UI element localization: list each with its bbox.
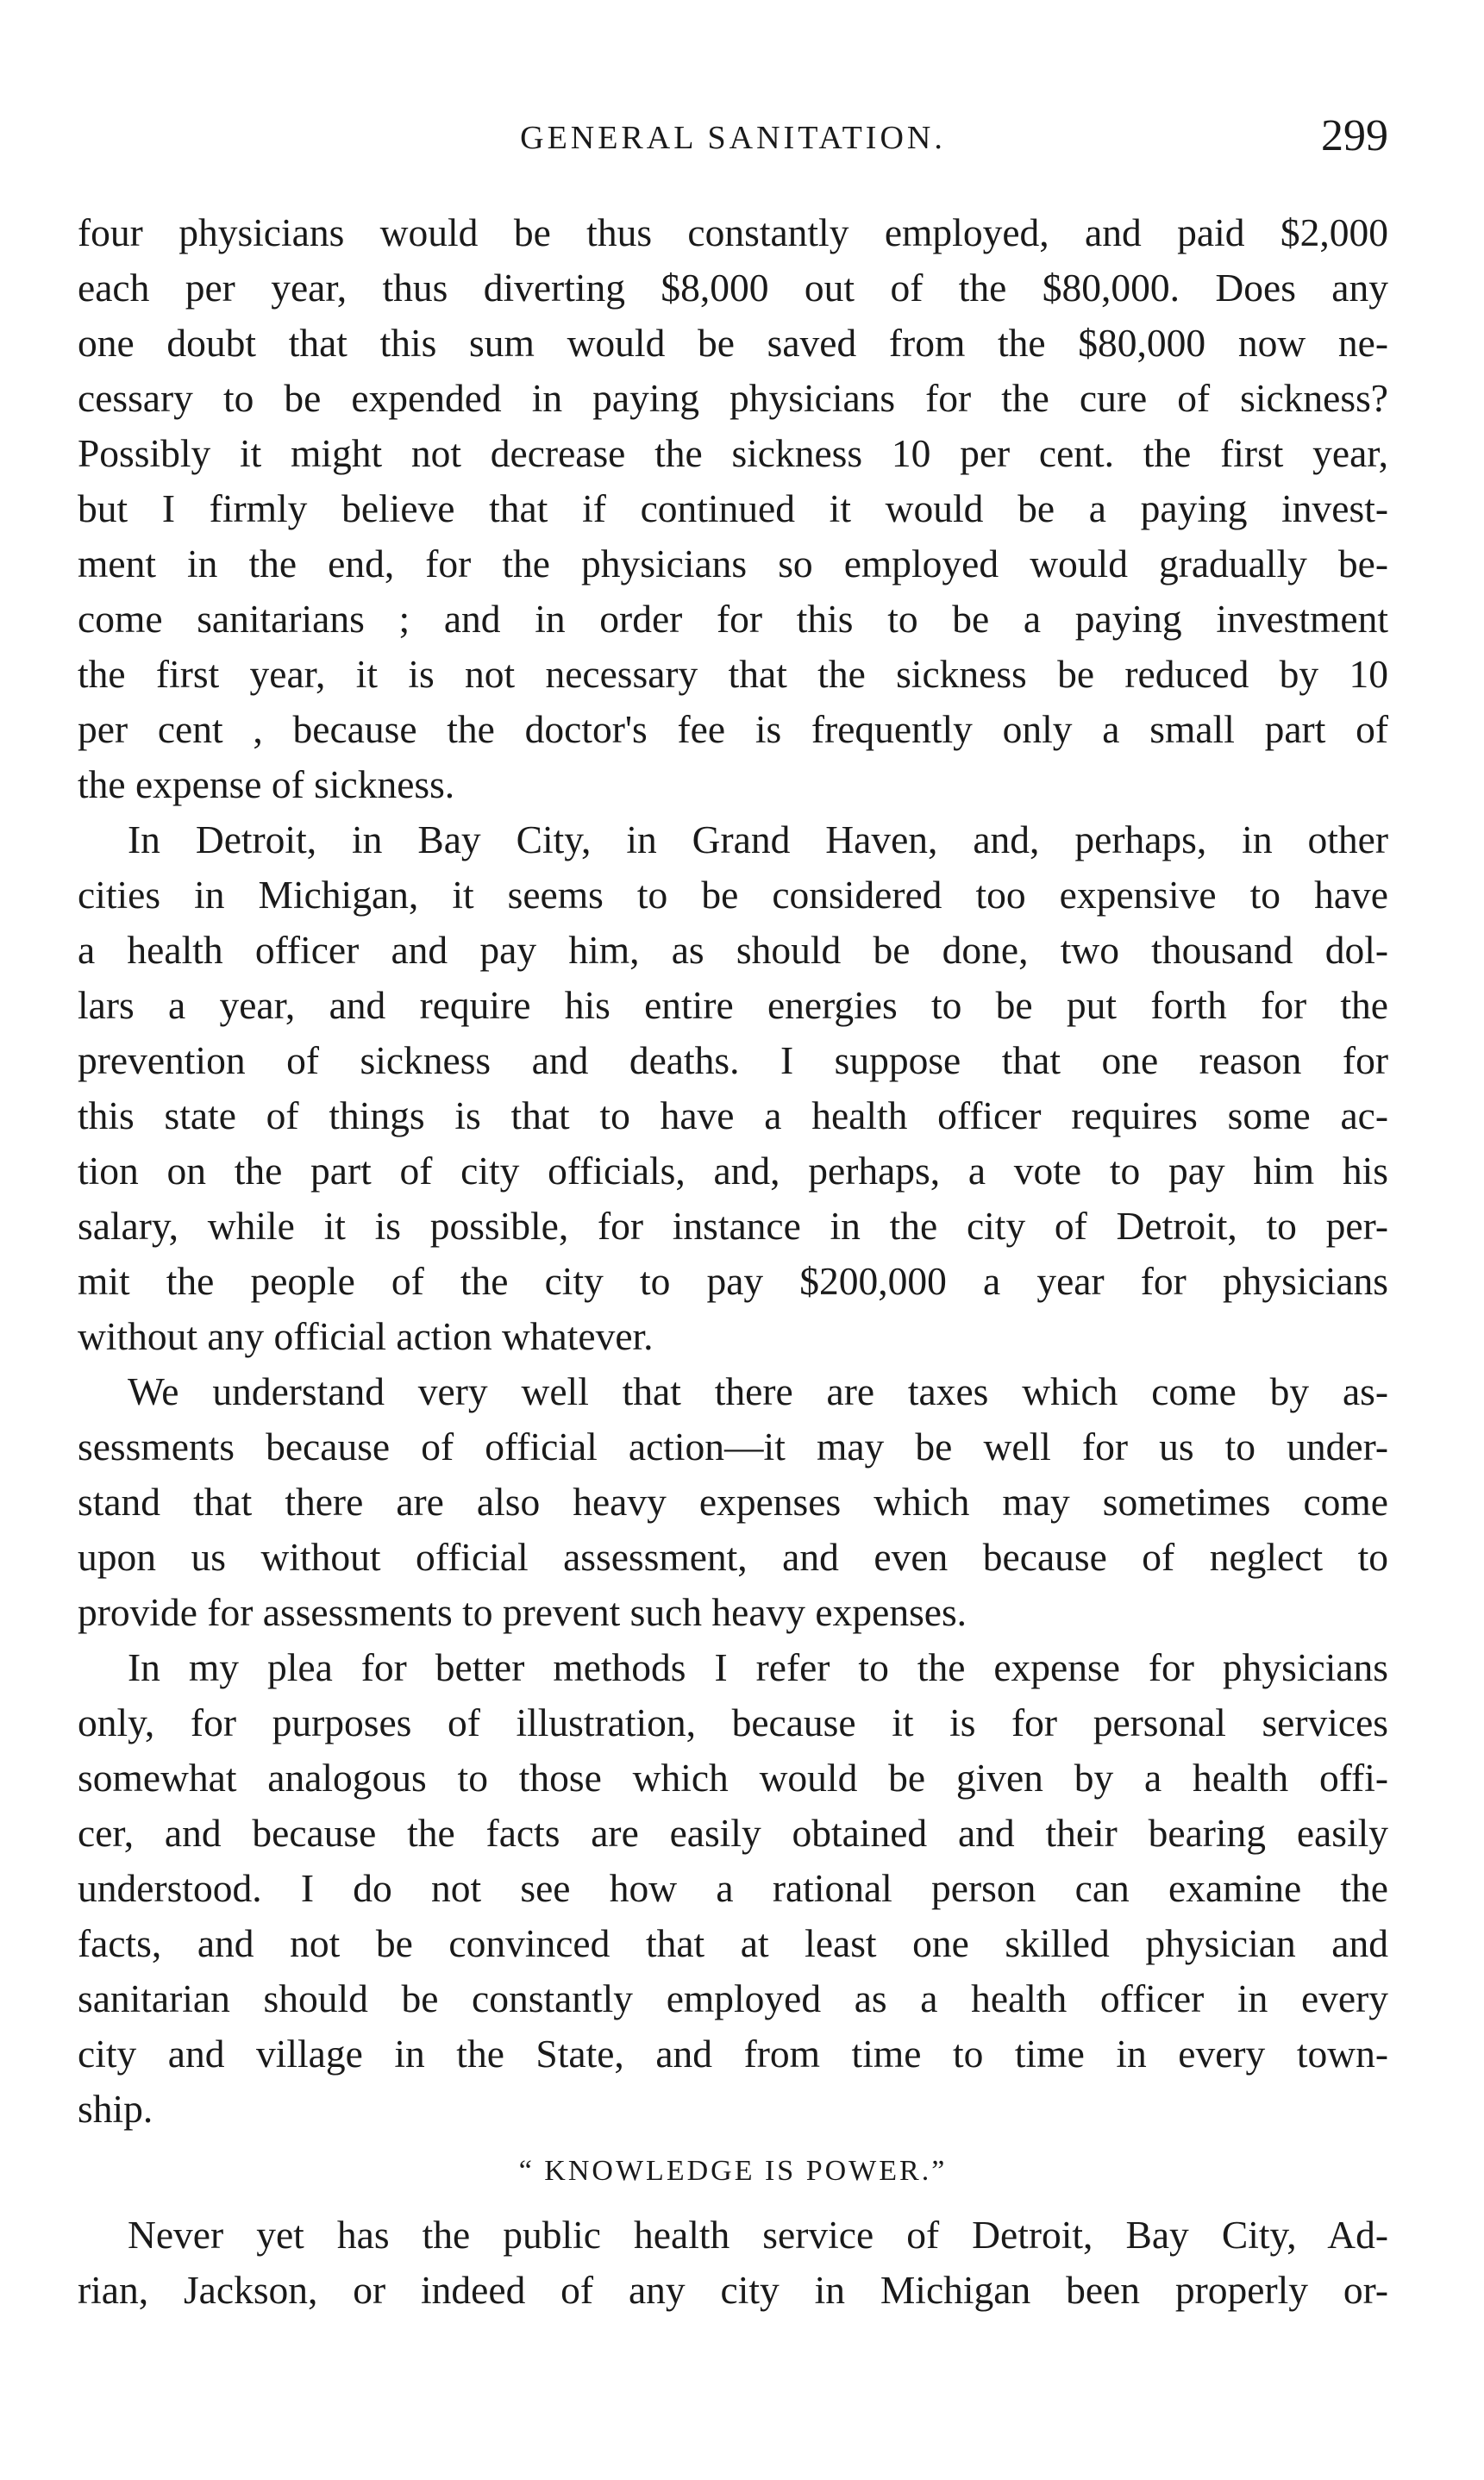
text-line: rian, Jackson, or indeed of any city in Michigan been properly or- (78, 2268, 1388, 2312)
running-title: GENERAL SANITATION. (520, 120, 946, 156)
text-line: lars a year, and require his entire energies to be put forth for the (78, 983, 1388, 1027)
text-line: facts, and not be convinced that at least one skilled physician and (78, 1921, 1388, 1965)
text-line: but I firmly believe that if continued it would be a paying invest- (78, 486, 1388, 530)
text-line: Never yet has the public health service of Detroit, Bay City, Ad- (128, 2213, 1388, 2257)
text-line: provide for assessments to prevent such heavy expenses. (78, 1590, 967, 1634)
page-number: 299 (1321, 111, 1388, 160)
text-line: the expense of sickness. (78, 762, 455, 806)
text-line: cities in Michigan, it seems to be considered too expensive to have (78, 873, 1388, 917)
text-line: stand that there are also heavy expenses which may sometimes come (78, 1480, 1388, 1524)
text-line: without any official action whatever. (78, 1314, 654, 1358)
text-line: upon us without official assessment, and even because of neglect to (78, 1535, 1388, 1579)
paragraph-5 (78, 2208, 1388, 2318)
running-head (78, 110, 1388, 171)
text-line: a health officer and pay him, as should be done, two thousand dol- (78, 928, 1388, 972)
text-line: tion on the part of city officials, and, perhaps, a vote to pay him his (78, 1149, 1388, 1193)
text-line: ship. (78, 2087, 153, 2131)
text-line: salary, while it is possible, for instance in the city of Detroit, to per- (78, 1204, 1388, 1248)
text-line: mit the people of the city to pay $200,000 a year for physicians (78, 1259, 1388, 1303)
text-line: city and village in the State, and from time to time in every town- (78, 2032, 1388, 2076)
text-line: cessary to be expended in paying physicians for the cure of sickness? (78, 376, 1388, 420)
text-line: only, for purposes of illustration, because it is for personal services (78, 1700, 1388, 1744)
paragraph-1 (78, 205, 1388, 812)
text-line: each per year, thus diverting $8,000 out of the $80,000. Does any (78, 266, 1388, 310)
section-heading: “ KNOWLEDGE IS POWER.” (518, 2155, 948, 2187)
paragraph-4 (78, 1640, 1388, 2137)
text-line: four physicians would be thus constantly employed, and paid $2,000 (78, 210, 1388, 254)
text-line: sessments because of official action—it may be well for us to under- (78, 1425, 1388, 1469)
body-text (78, 205, 1388, 2318)
text-line: In my plea for better methods I refer to the expense for physicians (128, 1645, 1388, 1689)
text-line: understood. I do not see how a rational person can examine the (78, 1866, 1388, 1910)
text-line: prevention of sickness and deaths. I suppose that one reason for (78, 1038, 1388, 1082)
text-line: come sanitarians ; and in order for this to be a paying investment (78, 597, 1388, 641)
text-line: sanitarian should be constantly employed as a health officer in every (78, 1976, 1388, 2020)
text-line: cer, and because the facts are easily obtained and their bearing easily (78, 1811, 1388, 1855)
text-line: one doubt that this sum would be saved from the $80,000 now ne- (78, 321, 1388, 365)
paragraph-3 (78, 1364, 1388, 1640)
text-line: We understand very well that there are taxes which come by as- (128, 1369, 1388, 1413)
text-line: the first year, it is not necessary that the sickness be reduced by 10 (78, 652, 1388, 696)
text-line: somewhat analogous to those which would be given by a health offi- (78, 1756, 1388, 1800)
text-line: per cent , because the doctor's fee is frequently only a small part of (78, 707, 1388, 751)
text-line: this state of things is that to have a health officer requires some ac- (78, 1093, 1388, 1137)
paragraph-2 (78, 812, 1388, 1364)
text-line: In Detroit, in Bay City, in Grand Haven, and, perhaps, in other (128, 817, 1388, 861)
text-line: Possibly it might not decrease the sickness 10 per cent. the first year, (78, 431, 1388, 475)
text-line: ment in the end, for the physicians so employed would gradually be- (78, 542, 1388, 586)
